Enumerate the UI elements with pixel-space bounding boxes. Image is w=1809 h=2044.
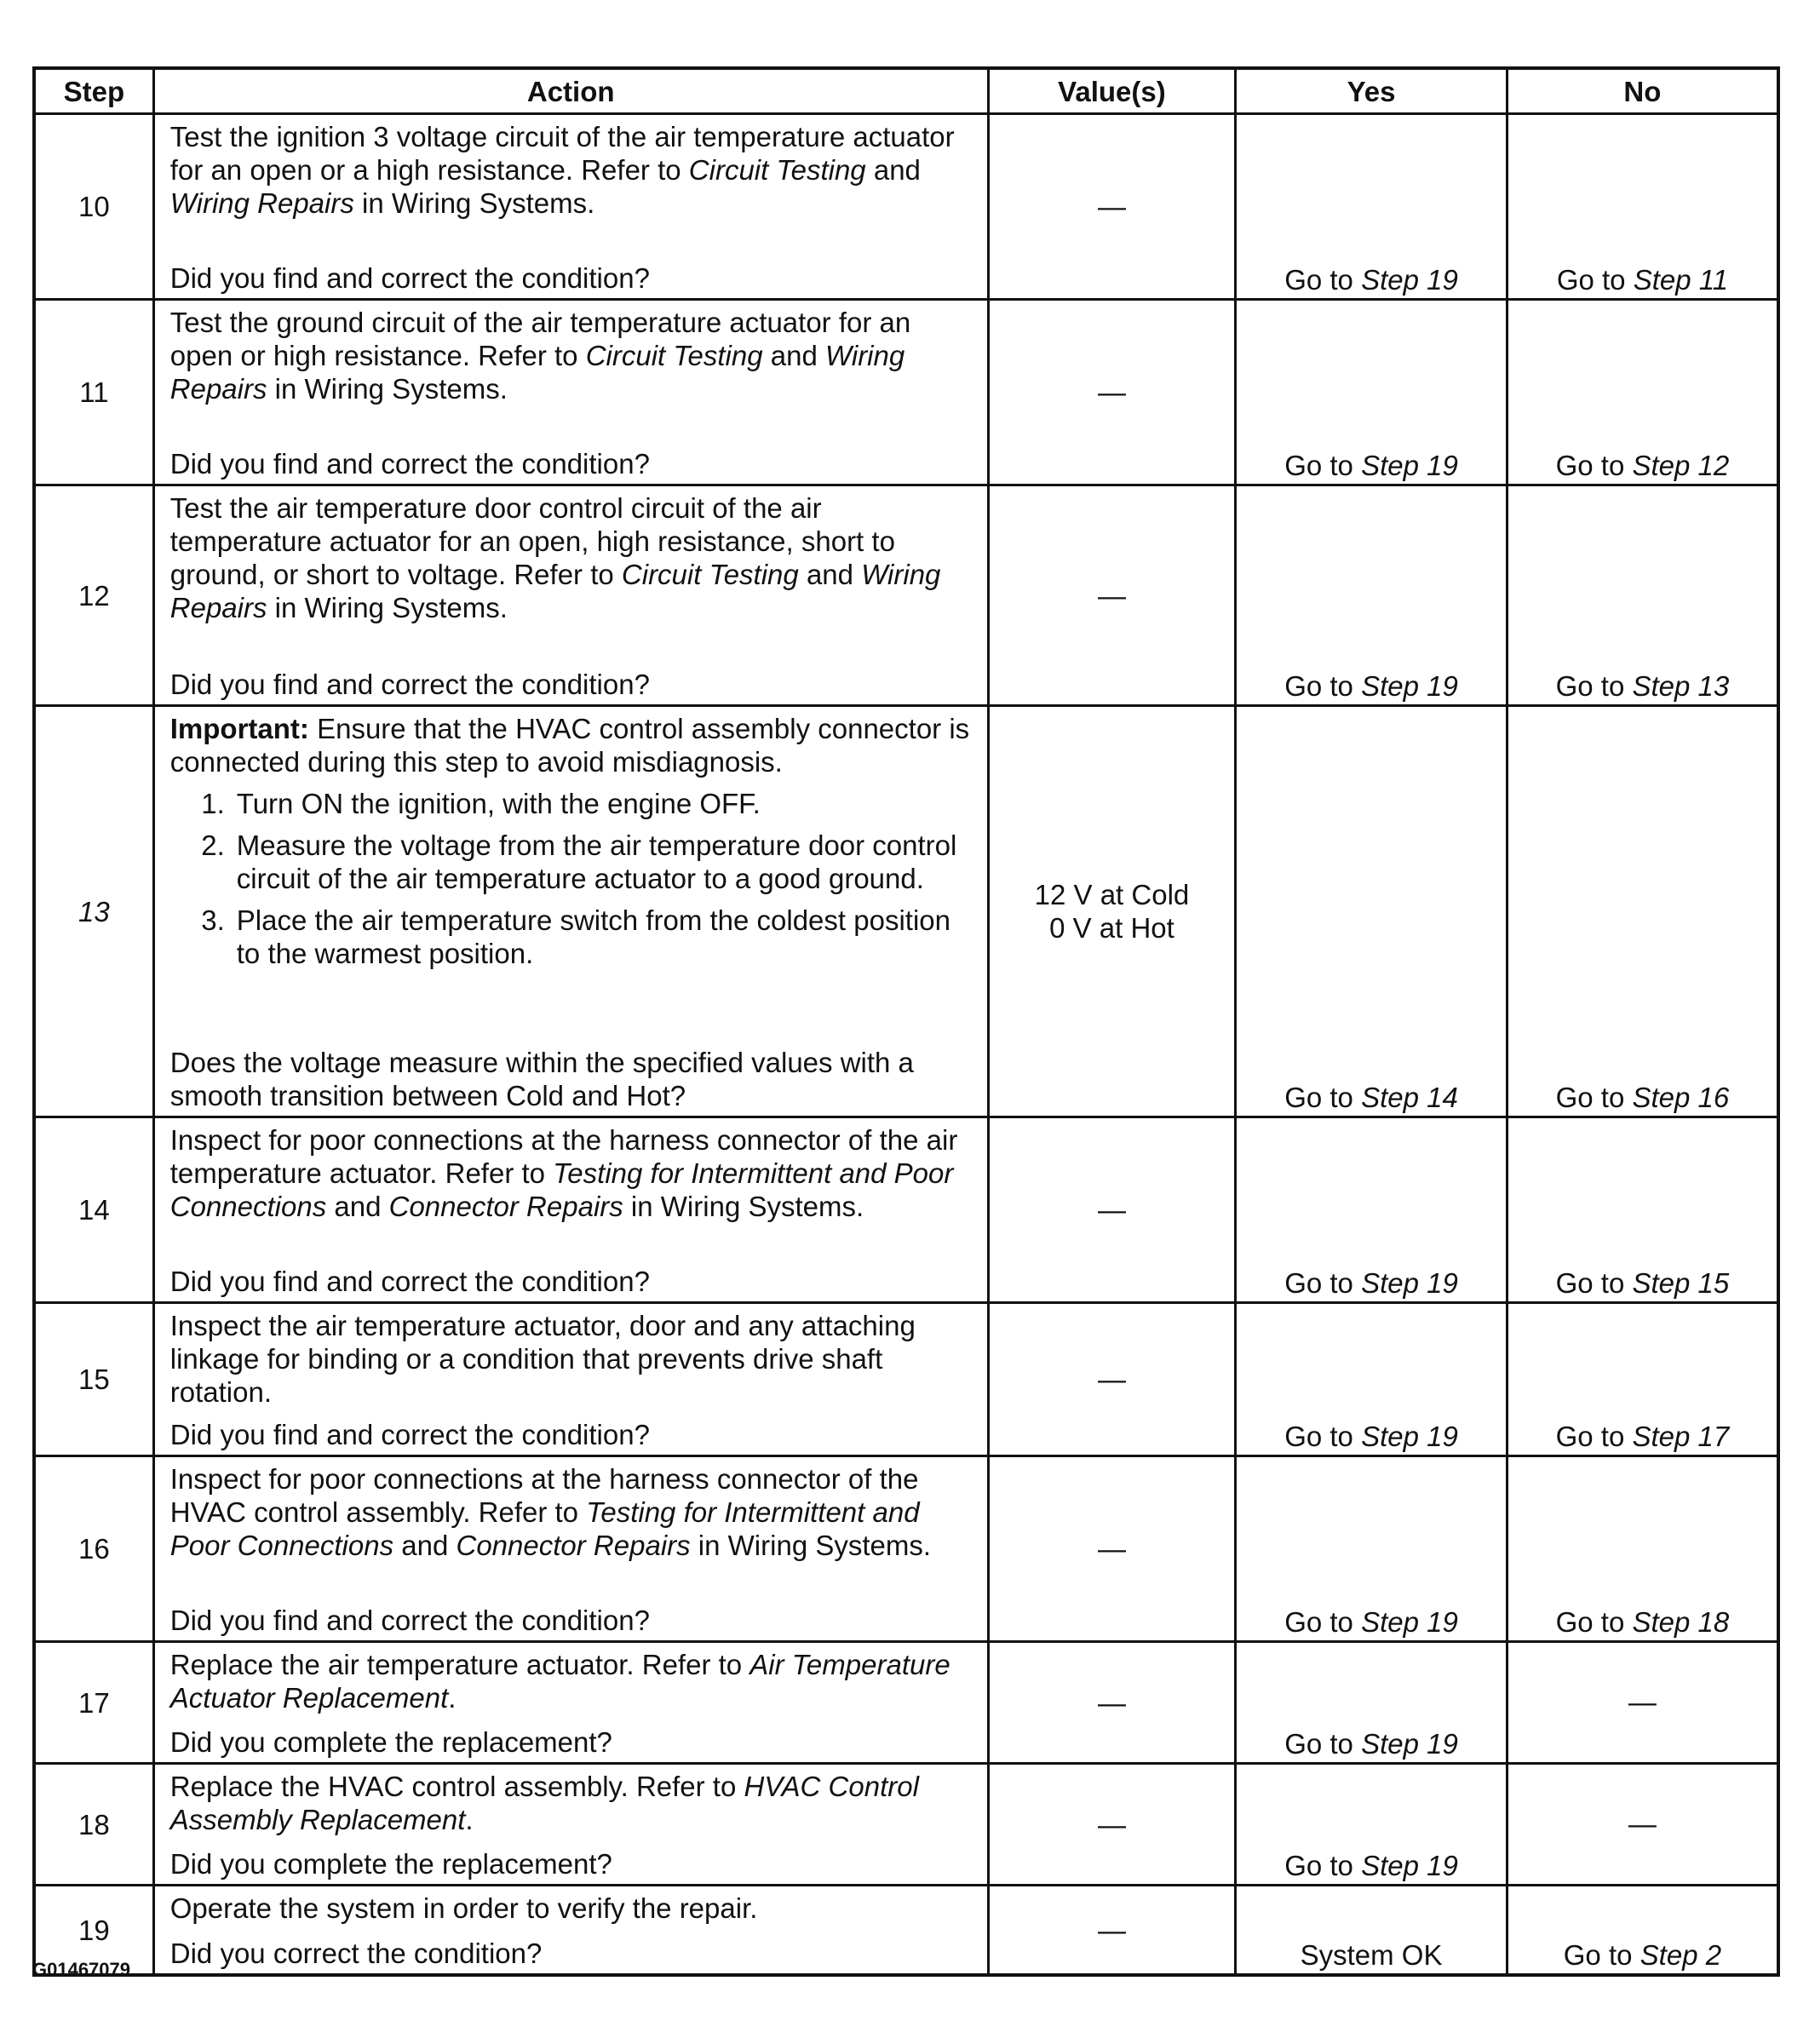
- value-cell: —: [988, 1456, 1236, 1642]
- table-row: [34, 706, 1778, 1117]
- action-text: Test the ground circuit of the air temperature actuator for an open or high resistance. Refer to Circuit Testing and Wiring Repairs in Wiring Systems.: [169, 307, 911, 405]
- value-cell: —: [988, 1886, 1236, 1976]
- yes-cell: Go to Step 19: [1236, 1456, 1508, 1642]
- no-cell: Go to Step 16: [1507, 706, 1778, 1117]
- step-number: 12: [34, 485, 153, 706]
- no-cell: Go to Step 15: [1507, 1117, 1778, 1303]
- table-row: [34, 1886, 1778, 1976]
- step-number: 16: [34, 1456, 153, 1642]
- value-cell: 12 V at Cold 0 V at Hot: [988, 706, 1236, 1117]
- procedure-item: 1. Turn ON the ignition, with the engine OFF.: [201, 788, 761, 819]
- action-cell: [153, 1764, 988, 1886]
- step-number: 13: [34, 706, 153, 1117]
- value-cell: —: [988, 1642, 1236, 1764]
- table-row: [34, 1456, 1778, 1642]
- yes-cell: Go to Step 19: [1236, 300, 1508, 485]
- action-text: Replace the air temperature actuator. Refer to Air Temperature Actuator Replacement.: [169, 1649, 950, 1714]
- action-text: Operate the system in order to verify the repair.: [169, 1892, 758, 1924]
- header-row: [34, 68, 1778, 114]
- step-number: 18: [34, 1764, 153, 1886]
- step-number: 11: [34, 300, 153, 485]
- action-cell: [153, 1886, 988, 1976]
- table-row: [34, 1303, 1778, 1456]
- action-question: Did you find and correct the condition?: [169, 1266, 650, 1297]
- table-body: [34, 114, 1778, 1976]
- procedure-item: 2. Measure the voltage from the air temperature door control circuit of the air temperature actuator to a good ground.: [201, 830, 957, 894]
- yes-cell: Go to Step 19: [1236, 1764, 1508, 1886]
- no-cell: —: [1507, 1764, 1778, 1886]
- action-question: Did you find and correct the condition?: [169, 669, 650, 700]
- table-row: [34, 1642, 1778, 1764]
- yes-cell: Go to Step 19: [1236, 1117, 1508, 1303]
- yes-cell: Go to Step 19: [1236, 114, 1508, 300]
- action-cell: [153, 1456, 988, 1642]
- value-cell: —: [988, 1117, 1236, 1303]
- no-cell: —: [1507, 1642, 1778, 1764]
- header-step: Step: [34, 68, 153, 114]
- action-cell: [153, 1303, 988, 1456]
- action-cell: [153, 1642, 988, 1764]
- action-text: Inspect the air temperature actuator, door and any attaching linkage for binding or a condition that prevents drive shaft rotation.: [169, 1310, 916, 1408]
- header-values: Value(s): [988, 68, 1236, 114]
- header-no: No: [1507, 68, 1778, 114]
- action-text: Replace the HVAC control assembly. Refer to HVAC Control Assembly Replacement.: [169, 1771, 919, 1835]
- step-number: 15: [34, 1303, 153, 1456]
- no-cell: Go to Step 17: [1507, 1303, 1778, 1456]
- action-cell: [153, 1117, 988, 1303]
- action-question: Did you find and correct the condition?: [169, 448, 650, 479]
- action-text: Inspect for poor connections at the harness connector of the HVAC control assembly. Refer to Testing for Intermittent and Poor Connections and Connector Repairs in Wiring Systems.: [169, 1463, 932, 1561]
- yes-cell: Go to Step 19: [1236, 485, 1508, 706]
- value-cell: —: [988, 1303, 1236, 1456]
- action-question: Did you complete the replacement?: [169, 1726, 612, 1758]
- diagnostic-table: [32, 66, 1780, 1977]
- action-question: Did you complete the replacement?: [169, 1848, 612, 1880]
- table-row: [34, 114, 1778, 300]
- action-text: Inspect for poor connections at the harness connector of the air temperature actuator. Refer to Testing for Intermittent and Poor Connections and Connector Repairs in Wiring Systems.: [169, 1124, 958, 1222]
- action-question: Did you find and correct the condition?: [169, 262, 650, 294]
- action-question: Did you correct the condition?: [169, 1938, 543, 1969]
- value-cell: —: [988, 485, 1236, 706]
- header-action: Action: [153, 68, 988, 114]
- header-yes: Yes: [1236, 68, 1508, 114]
- table-row: [34, 485, 1778, 706]
- no-cell: Go to Step 11: [1507, 114, 1778, 300]
- action-text: Test the ignition 3 voltage circuit of the air temperature actuator for an open or a high resistance. Refer to Circuit Testing and Wiring Repairs in Wiring Systems.: [169, 121, 955, 219]
- action-cell: [153, 114, 988, 300]
- value-cell: —: [988, 1764, 1236, 1886]
- yes-cell: System OK: [1236, 1886, 1508, 1976]
- procedure-item: 3. Place the air temperature switch from the coldest position to the warmest position.: [201, 904, 950, 969]
- no-cell: Go to Step 13: [1507, 485, 1778, 706]
- action-text: Important: Ensure that the HVAC control assembly connector is connected during this step to avoid misdiagnosis.: [169, 713, 970, 778]
- table-row: [34, 1117, 1778, 1303]
- step-number: 14: [34, 1117, 153, 1303]
- table-row: [34, 1764, 1778, 1886]
- figure-code: G01467079: [32, 1959, 130, 1980]
- no-cell: Go to Step 2: [1507, 1886, 1778, 1976]
- no-cell: Go to Step 18: [1507, 1456, 1778, 1642]
- value-cell: —: [988, 300, 1236, 485]
- yes-cell: Go to Step 14: [1236, 706, 1508, 1117]
- action-cell: [153, 485, 988, 706]
- value-cell: —: [988, 114, 1236, 300]
- yes-cell: Go to Step 19: [1236, 1642, 1508, 1764]
- action-question: Did you find and correct the condition?: [169, 1419, 650, 1450]
- step-number: 17: [34, 1642, 153, 1764]
- action-text: Test the air temperature door control circuit of the air temperature actuator for an open, high resistance, short to ground, or short to voltage. Refer to Circuit Testing and Wiring Repairs in Wiring Systems.: [169, 492, 941, 623]
- action-cell: [153, 706, 988, 1117]
- procedure-list: [170, 787, 977, 970]
- action-question: Did you find and correct the condition?: [169, 1605, 650, 1636]
- step-number: 19: [34, 1886, 153, 1976]
- no-cell: Go to Step 12: [1507, 300, 1778, 485]
- step-number: 10: [34, 114, 153, 300]
- action-cell: [153, 300, 988, 485]
- table-row: [34, 300, 1778, 485]
- action-question: Does the voltage measure within the specified values with a smooth transition between Cold and Hot?: [169, 1047, 914, 1111]
- yes-cell: Go to Step 19: [1236, 1303, 1508, 1456]
